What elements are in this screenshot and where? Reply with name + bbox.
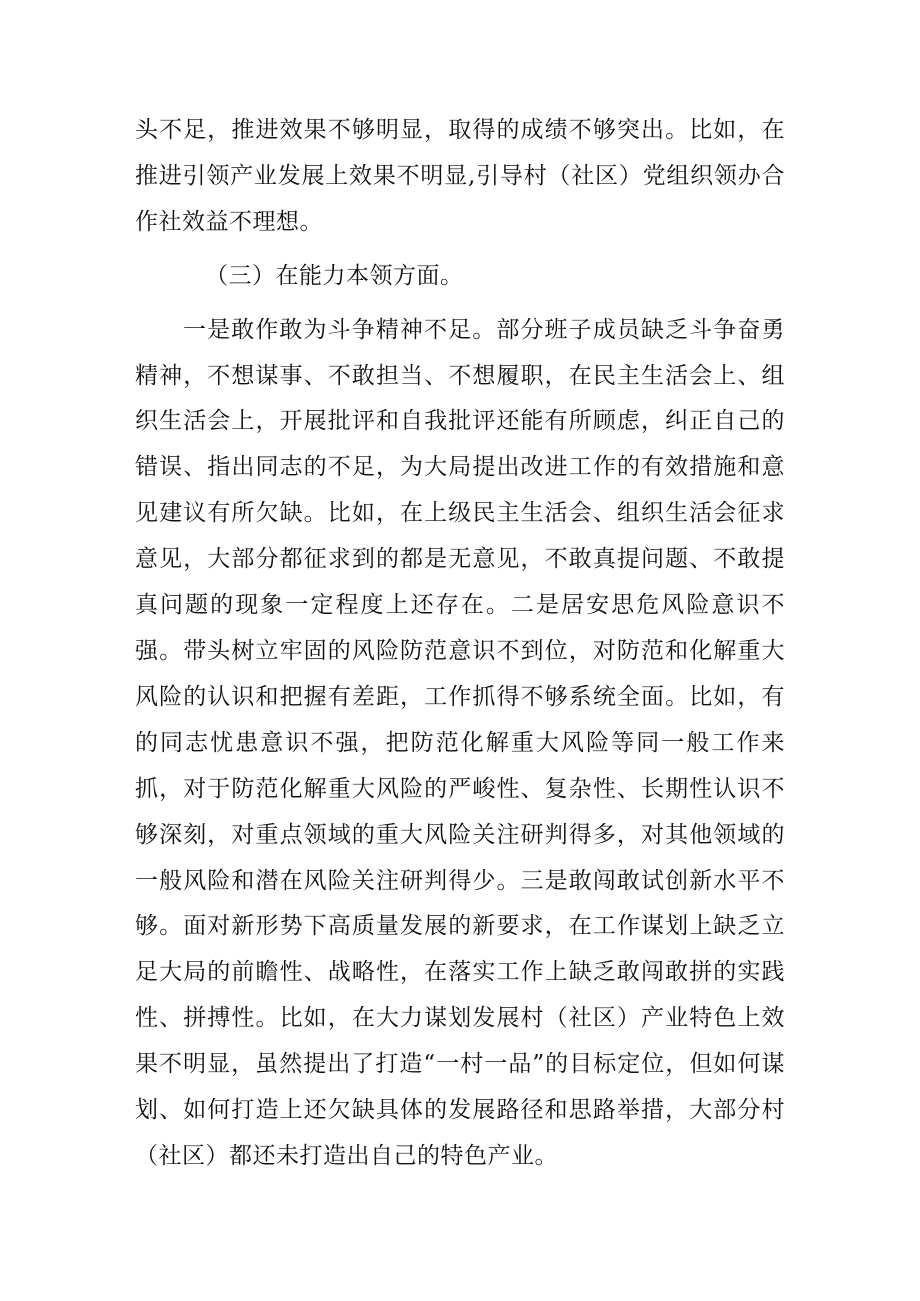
document-body bbox=[135, 108, 785, 1180]
paragraph-body: 一是敢作敢为斗争精神不足。部分班子成员缺乏斗争奋勇精神，不想谋事、不敢担当、不想履职，在民主生活会上、组织生活会上，开展批评和自我批评还能有所顾虑，纠正自己的错误、指出同志的不足，为大局提出改进工作的有效措施和意见建议有所欠缺。比如，在上级民主生活会、组织生活会征求意见，大部分都征求到的都是无意见，不敢真提问题、不敢提真问题的现象一定程度上还存在。二是居安思危风险意识不强。带头树立牢固的风险防范意识不到位，对防范和化解重大风险的认识和把握有差距，工作抓得不够系统全面。比如，有的同志忧患意识不强，把防范化解重大风险等同一般工作来抓，对于防范化解重大风险的严峻性、复杂性、长期性认识不够深刻，对重点领域的重大风险关注研判得多，对其他领域的一般风险和潜在风险关注研判得少。三是敢闯敢试创新水平不够。面对新形势下高质量发展的新要求，在工作谋划上缺乏立足大局的前瞻性、战略性，在落实工作上缺乏敢闯敢拼的实践性、拼搏性。比如，在大力谋划发展村（社区）产业特色上效果不明显，虽然提出了打造“一村一品”的目标定位，但如何谋划、如何打造上还欠缺具体的发展路径和思路举措，大部分村（社区）都还未打造出自己的特色产业。 bbox=[135, 316, 785, 1169]
paragraph-continuation: 头不足，推进效果不够明显，取得的成绩不够突出。比如，在推进引领产业发展上效果不明显,引导村（社区）党组织领办合作社效益不理想。 bbox=[135, 117, 785, 235]
section-heading: （三）在能力本领方面。 bbox=[205, 262, 464, 289]
